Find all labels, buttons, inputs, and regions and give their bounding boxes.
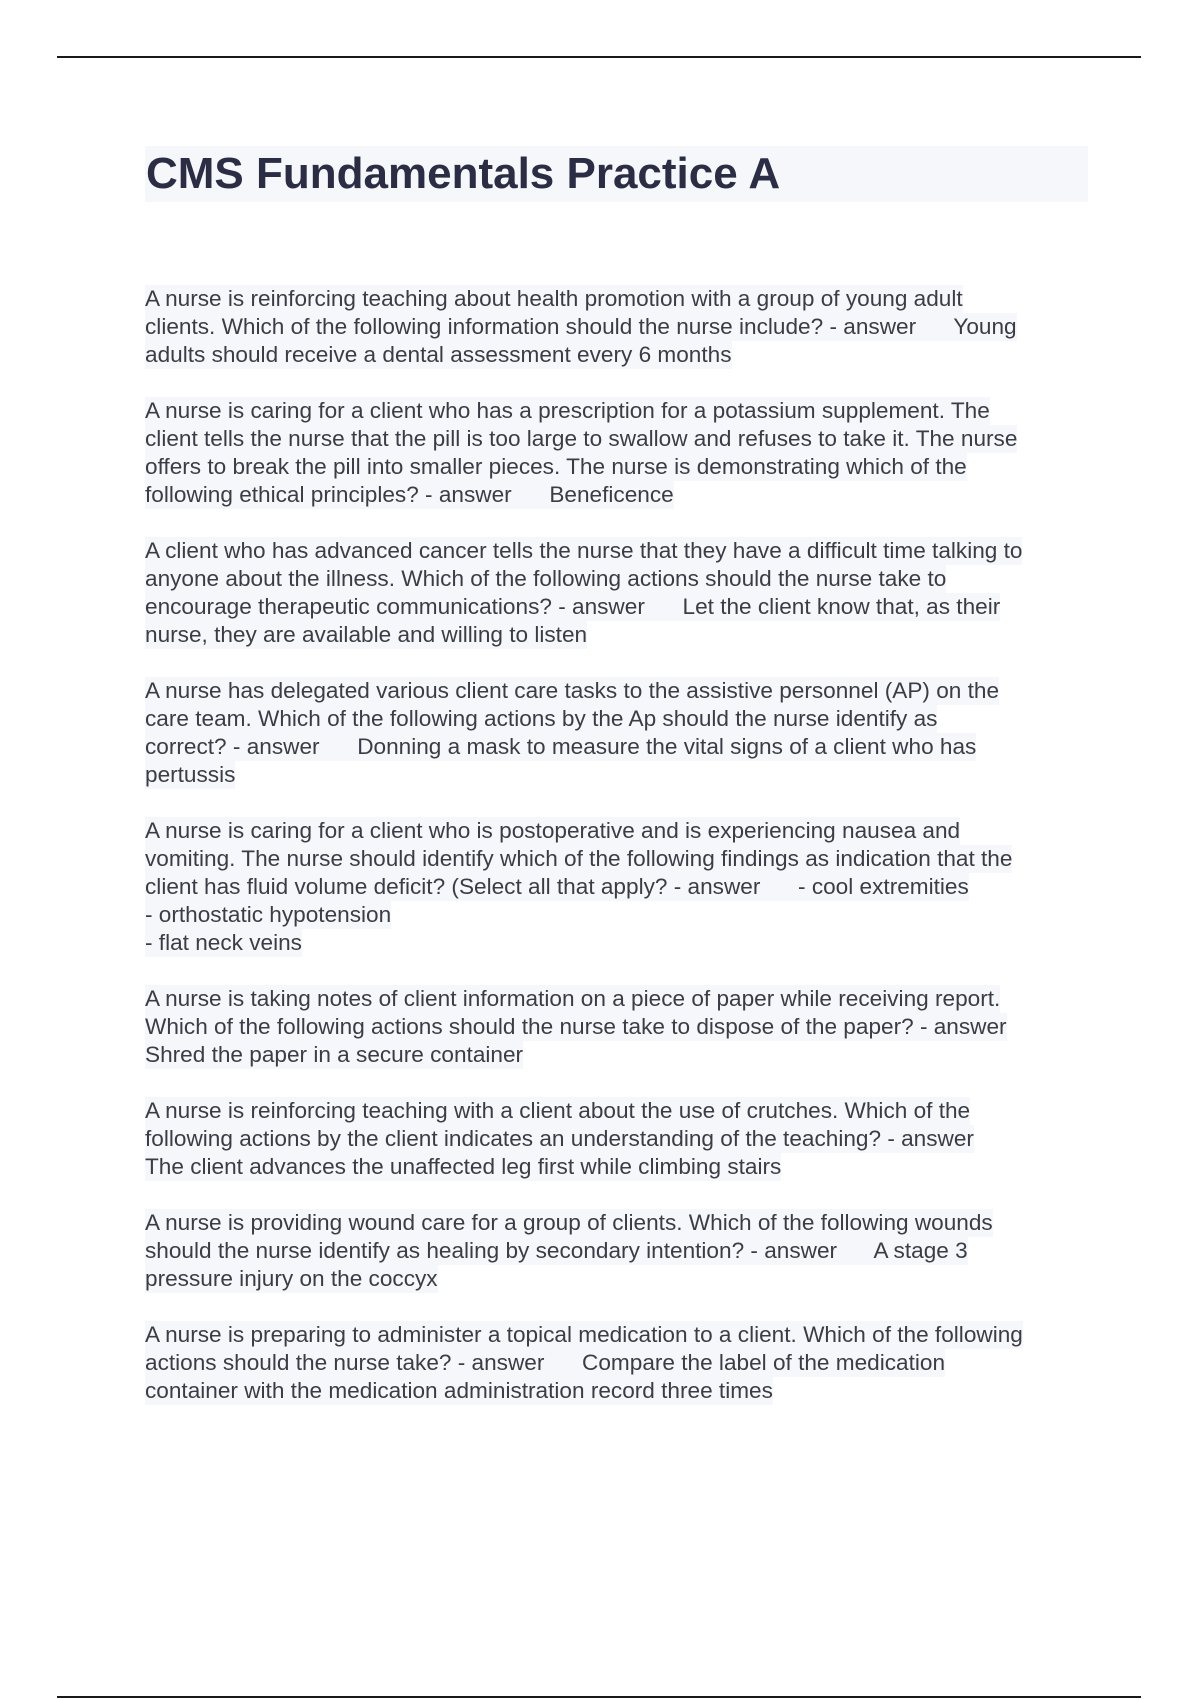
- question-answer-line: correct? - answer Donning a mask to measure the vital signs of a client who has: [145, 734, 977, 759]
- question-answer-line: clients. Which of the following information should the nurse include? - answer Young: [145, 314, 1017, 339]
- top-divider: [57, 56, 1141, 58]
- question-answer-line: A nurse is preparing to administer a topical medication to a client. Which of the following: [145, 1322, 1023, 1347]
- question-answer-line: nurse, they are available and willing to listen: [145, 622, 588, 647]
- question-answer-line: following actions by the client indicates an understanding of the teaching? - answer: [145, 1126, 974, 1151]
- question-answer-line: A client who has advanced cancer tells the nurse that they have a difficult time talking to: [145, 538, 1023, 563]
- question-answer-line: A nurse is caring for a client who is postoperative and is experiencing nausea and: [145, 818, 961, 843]
- question-answer-line: Shred the paper in a secure container: [145, 1042, 524, 1067]
- question-answer-item: [145, 1321, 1095, 1405]
- question-answer-line: A nurse is caring for a client who has a prescription for a potassium supplement. The: [145, 398, 990, 423]
- question-answer-line: care team. Which of the following actions by the Ap should the nurse identify as: [145, 706, 938, 731]
- question-answer-line: Which of the following actions should the nurse take to dispose of the paper? - answer: [145, 1014, 1007, 1039]
- question-answer-item: [145, 537, 1095, 649]
- question-answer-line: pressure injury on the coccyx: [145, 1266, 438, 1291]
- question-answer-line: vomiting. The nurse should identify which of the following findings as indication that the: [145, 846, 1013, 871]
- question-answer-item: [145, 817, 1095, 957]
- question-answer-line: container with the medication administration record three times: [145, 1378, 773, 1403]
- question-answer-line: anyone about the illness. Which of the following actions should the nurse take to: [145, 566, 947, 591]
- question-answer-list: [145, 285, 1095, 1433]
- question-answer-line: adults should receive a dental assessment every 6 months: [145, 342, 732, 367]
- question-answer-line: A nurse is providing wound care for a group of clients. Which of the following wounds: [145, 1210, 993, 1235]
- question-answer-line: A nurse is taking notes of client information on a piece of paper while receiving report.: [145, 986, 1001, 1011]
- question-answer-line: encourage therapeutic communications? - answer Let the client know that, as their: [145, 594, 1001, 619]
- question-answer-item: [145, 1097, 1095, 1181]
- question-answer-item: [145, 1209, 1095, 1293]
- question-answer-item: [145, 985, 1095, 1069]
- question-answer-line: - orthostatic hypotension: [145, 902, 392, 927]
- question-answer-item: [145, 285, 1095, 369]
- question-answer-line: A nurse has delegated various client care tasks to the assistive personnel (AP) on the: [145, 678, 1000, 703]
- question-answer-line: client has fluid volume deficit? (Select all that apply? - answer - cool extremities: [145, 874, 969, 899]
- page-title: CMS Fundamentals Practice A: [146, 149, 781, 198]
- question-answer-item: [145, 397, 1095, 509]
- question-answer-line: The client advances the unaffected leg first while climbing stairs: [145, 1154, 782, 1179]
- question-answer-line: following ethical principles? - answer Beneficence: [145, 482, 674, 507]
- question-answer-line: client tells the nurse that the pill is too large to swallow and refuses to take it. The nurse: [145, 426, 1018, 451]
- question-answer-line: A nurse is reinforcing teaching with a client about the use of crutches. Which of the: [145, 1098, 971, 1123]
- question-answer-line: A nurse is reinforcing teaching about health promotion with a group of young adult: [145, 286, 963, 311]
- question-answer-line: offers to break the pill into smaller pieces. The nurse is demonstrating which of the: [145, 454, 967, 479]
- question-answer-line: - flat neck veins: [145, 930, 302, 955]
- bottom-divider: [57, 1696, 1141, 1698]
- question-answer-line: pertussis: [145, 762, 236, 787]
- question-answer-line: actions should the nurse take? - answer Compare the label of the medication: [145, 1350, 946, 1375]
- question-answer-item: [145, 677, 1095, 789]
- question-answer-line: should the nurse identify as healing by secondary intention? - answer A stage 3: [145, 1238, 968, 1263]
